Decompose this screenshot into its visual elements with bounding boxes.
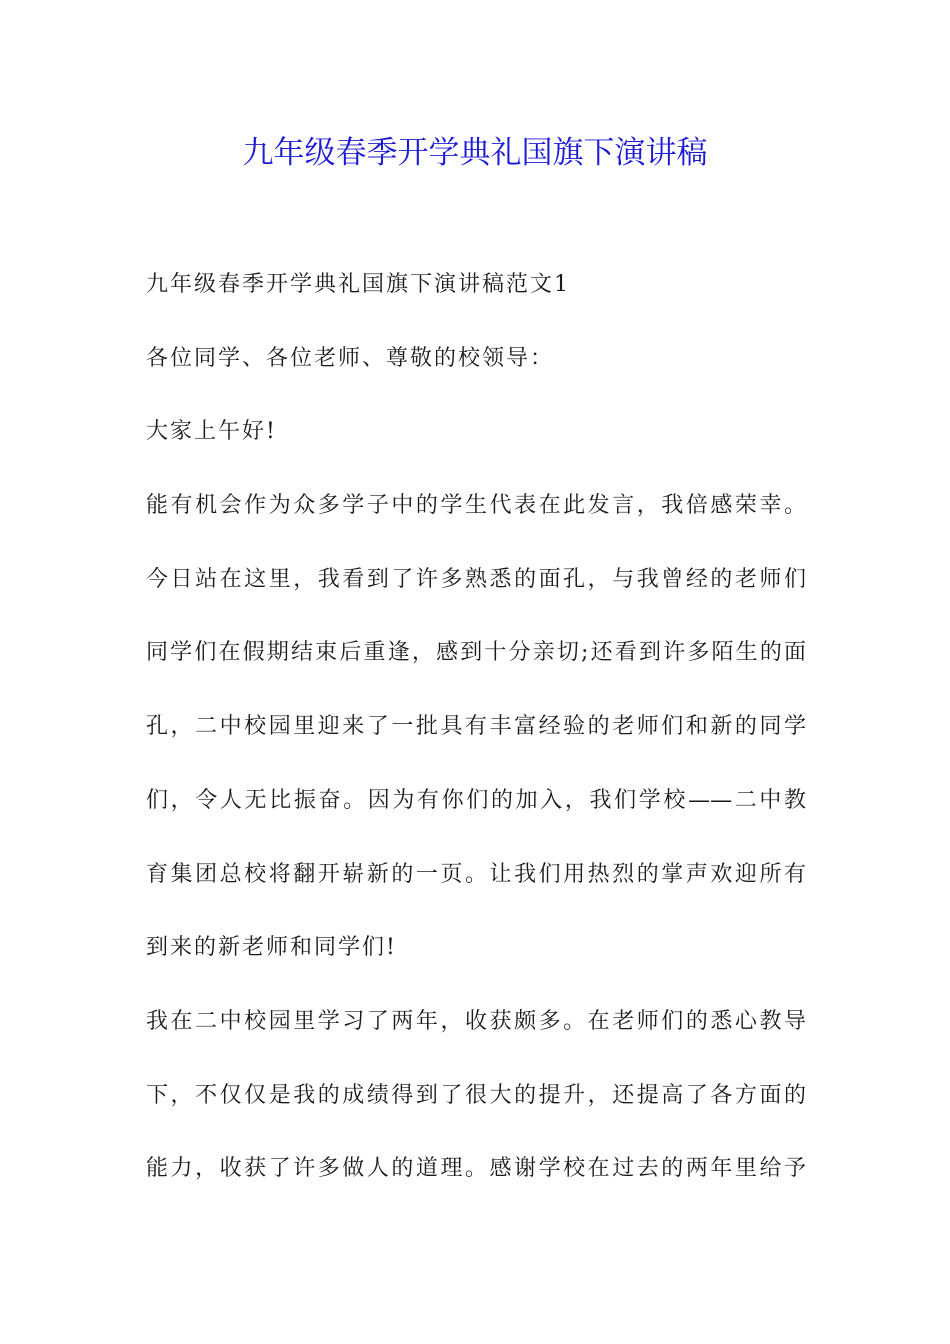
text-line: 各位同学、各位老师、尊敬的校领导： (146, 345, 555, 371)
text-line: 能有机会作为众多学子中的学生代表在此发言，我倍感荣幸。 (146, 493, 806, 519)
text-line: 同学们在假期结束后重逢，感到十分亲切;还看到许多陌生的面 (146, 640, 806, 666)
text-line: 们，令人无比振奋。因为有你们的加入，我们学校——二中教 (146, 787, 806, 813)
text-line: 今日站在这里，我看到了许多熟悉的面孔，与我曾经的老师们 (146, 566, 806, 592)
text-line: 九年级春季开学典礼国旗下演讲稿范文1 (146, 272, 570, 297)
text-line: 到来的新老师和同学们! (146, 935, 397, 961)
document-body (146, 262, 806, 1220)
text-line: 孔，二中校园里迎来了一批具有丰富经验的老师们和新的同学 (146, 714, 806, 740)
document-title: 九年级春季开学典礼国旗下演讲稿 (242, 135, 708, 171)
text-line: 我在二中校园里学习了两年，收获颇多。在老师们的悉心教导 (146, 1008, 806, 1034)
text-line: 育集团总校将翻开崭新的一页。让我们用热烈的掌声欢迎所有 (146, 861, 806, 887)
text-line: 大家上午好! (146, 419, 277, 445)
text-line: 能力，收获了许多做人的道理。感谢学校在过去的两年里给予 (146, 1156, 806, 1182)
text-line: 下，不仅仅是我的成绩得到了很大的提升，还提高了各方面的 (146, 1082, 806, 1108)
